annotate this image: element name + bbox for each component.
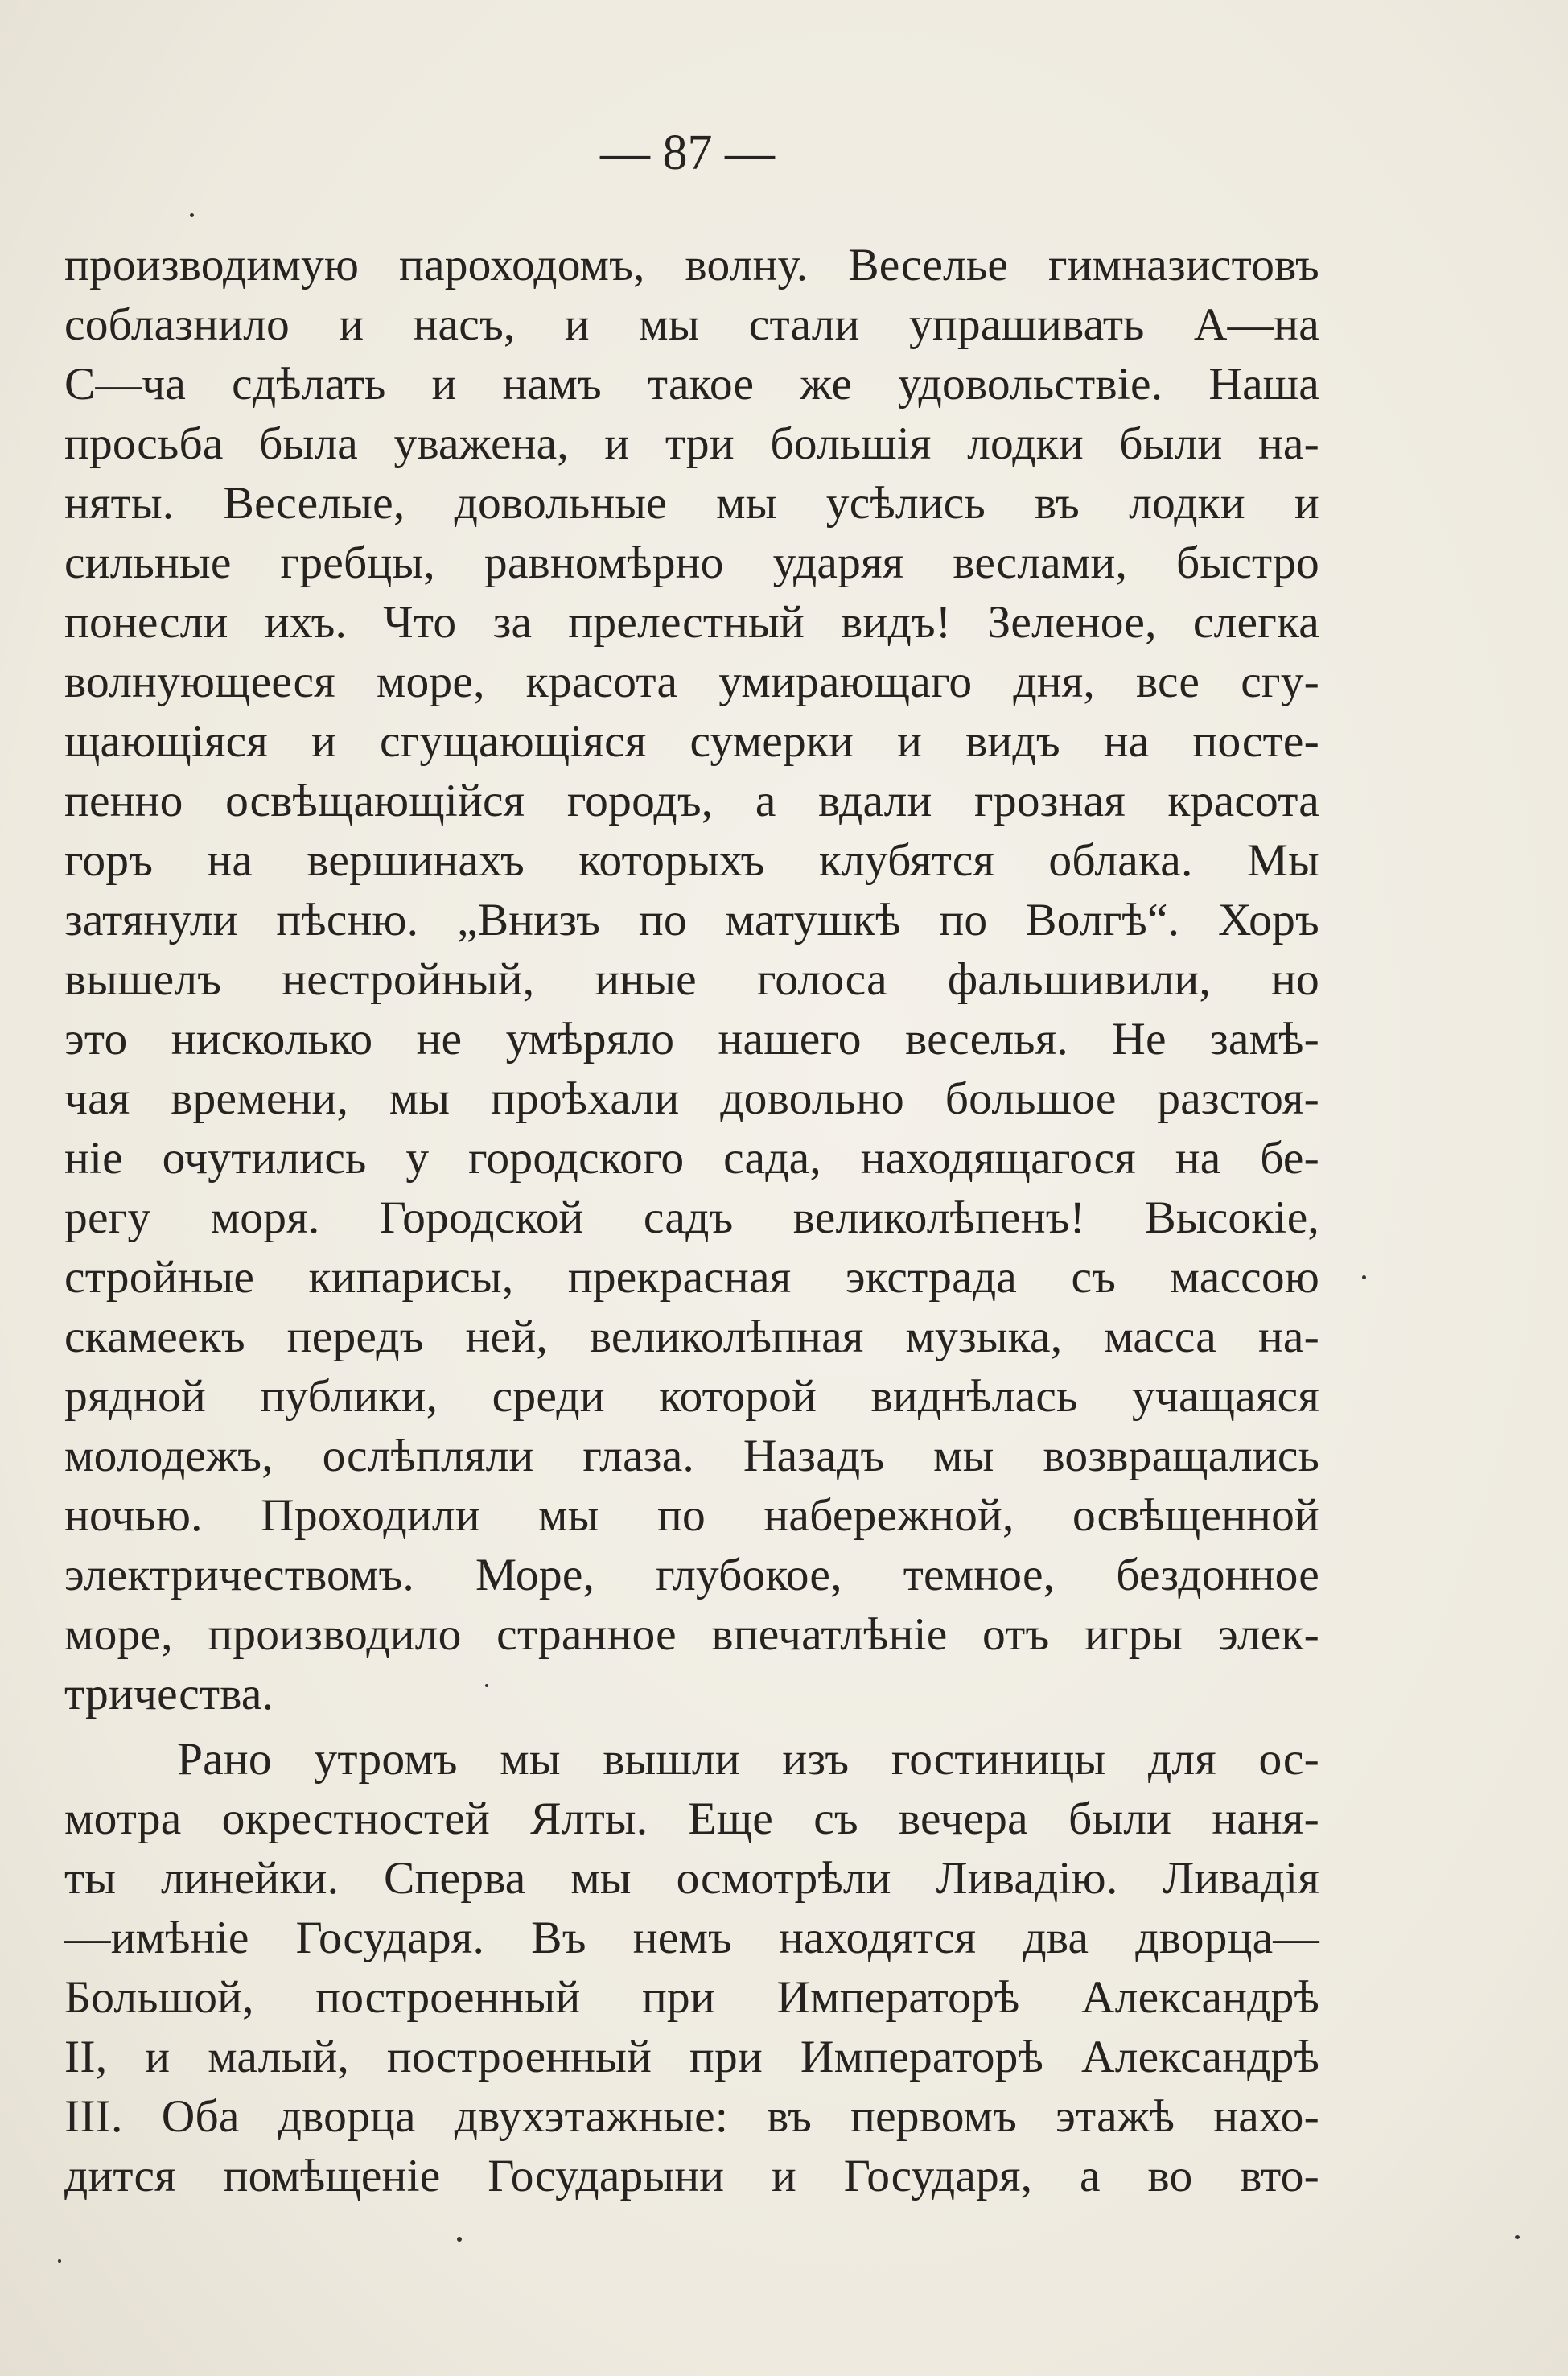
text-line: понесли ихъ. Что за прелестный видъ! Зеленое, слегка <box>64 597 1319 648</box>
text-line: тричества. <box>64 1669 274 1719</box>
text-line: пенно освѣщающійся городъ, а вдали грозная красота <box>64 776 1319 826</box>
text-line: скамеекъ передъ ней, великолѣпная музыка, масса на- <box>64 1312 1319 1362</box>
text-line: щающіяся и сгущающіяся сумерки и видъ на посте- <box>64 716 1319 767</box>
paper-speck <box>190 213 194 217</box>
text-line: волнующееся море, красота умирающаго дня, все сгу- <box>64 657 1319 707</box>
text-line: няты. Веселые, довольные мы усѣлись въ лодки и <box>64 478 1319 529</box>
text-line: дится помѣщеніе Государыни и Государя, а во вто- <box>64 2151 1319 2201</box>
text-line: вышелъ нестройный, иные голоса фальшивили, но <box>64 954 1319 1005</box>
paper-speck <box>1362 1275 1366 1279</box>
text-line: стройные кипарисы, прекрасная экстрада съ массою <box>64 1252 1319 1303</box>
text-line: ніе очутились у городского сада, находящагося на бе- <box>64 1133 1319 1184</box>
text-line: просьба была уважена, и три большія лодки были на- <box>64 418 1319 469</box>
paper-speck <box>485 1684 488 1687</box>
text-line: ночью. Проходили мы по набережной, освѣщенной <box>64 1490 1319 1541</box>
page-number <box>0 125 1568 182</box>
text-line: соблазнило и насъ, и мы стали упрашивать А—на <box>64 299 1319 350</box>
text-line: чая времени, мы проѣхали довольно большое разстоя- <box>64 1073 1319 1124</box>
text-line-paragraph-start: Рано утромъ мы вышли изъ гостиницы для ос- <box>177 1734 1319 1785</box>
paper-speck <box>58 2259 61 2263</box>
text-line: электричествомъ. Море, глубокое, темное, бездонное <box>64 1550 1319 1600</box>
paper-speck <box>1515 2235 1520 2239</box>
text-line: —имѣніе Государя. Въ немъ находятся два дворца— <box>64 1913 1319 1963</box>
text-line: Большой, построенный при Императорѣ Александрѣ <box>64 1972 1319 2023</box>
text-line: мотра окрестностей Ялты. Еще съ вечера были наня- <box>64 1793 1319 1844</box>
text-line: затянули пѣсню. „Внизъ по матушкѣ по Волгѣ“. Хоръ <box>64 895 1319 945</box>
text-line: сильные гребцы, равномѣрно ударяя веслами, быстро <box>64 537 1319 588</box>
text-line: II, и малый, построенный при Императорѣ Александрѣ <box>64 2032 1319 2082</box>
text-line: море, производило странное впечатлѣніе отъ игры элек- <box>64 1609 1319 1660</box>
text-line: молодежъ, ослѣпляли глаза. Назадъ мы возвращались <box>64 1431 1319 1481</box>
text-line: рядной публики, среди которой виднѣлась учащаяся <box>64 1371 1319 1422</box>
page-number-text: — 87 — <box>600 126 775 180</box>
text-line: это нисколько не умѣряло нашего веселья. Не замѣ- <box>64 1014 1319 1064</box>
text-line: ты линейки. Сперва мы осмотрѣли Ливадію. Ливадія <box>64 1853 1319 1904</box>
paper-speck <box>457 2237 462 2242</box>
text-line: горъ на вершинахъ которыхъ клубятся облака. Мы <box>64 835 1319 886</box>
text-line: С—ча сдѣлать и намъ такое же удовольствіе. Наша <box>64 359 1319 410</box>
text-line: регу моря. Городской садъ великолѣпенъ! Высокіе, <box>64 1192 1319 1243</box>
text-line: производимую пароходомъ, волну. Веселье гимназистовъ <box>64 240 1319 290</box>
text-line: III. Оба дворца двухэтажные: въ первомъ этажѣ нахо- <box>64 2091 1319 2142</box>
